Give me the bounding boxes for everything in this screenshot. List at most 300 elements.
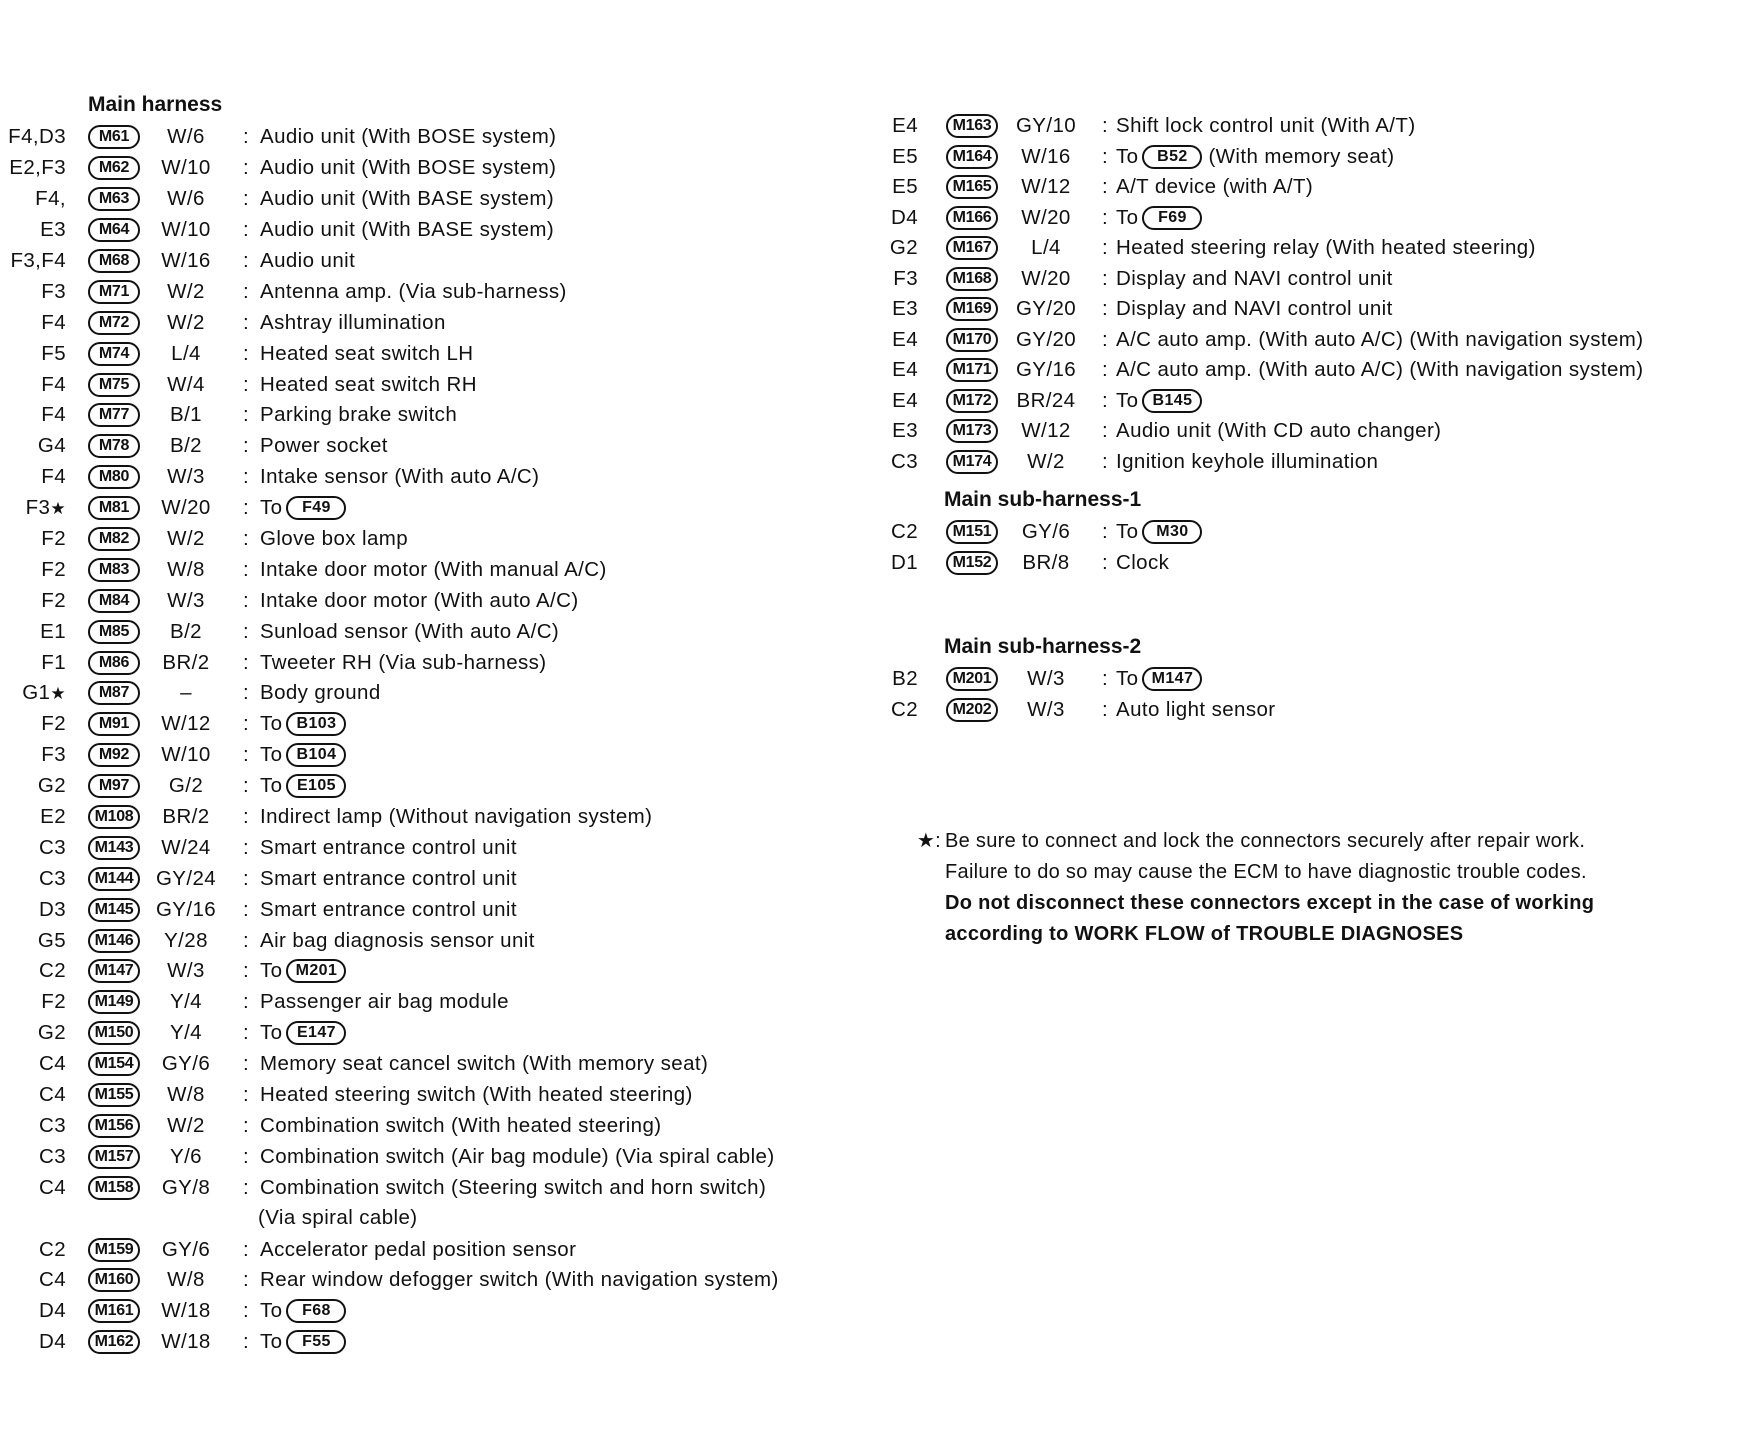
description — [260, 990, 509, 1014]
connector-row — [880, 203, 1764, 234]
grid-location: C4 — [38, 1052, 66, 1076]
wire-spec: W/20 — [161, 496, 211, 520]
connector-row — [880, 447, 1764, 478]
description — [1116, 206, 1202, 230]
description — [1116, 175, 1313, 199]
target-connector-badge: E147 — [286, 1021, 346, 1045]
connector-id-badge: M75 — [88, 373, 140, 397]
separator: : — [1101, 520, 1109, 544]
connector-id-badge: M201 — [946, 667, 998, 691]
star-icon: ★ — [50, 499, 66, 519]
connector-row — [0, 554, 880, 585]
separator: : — [1101, 550, 1109, 574]
separator: : — [242, 403, 250, 427]
left-column — [0, 88, 880, 1358]
description-text: Audio unit (With BOSE system) — [260, 125, 557, 149]
connector-id-badge: M157 — [88, 1145, 140, 1169]
wire-spec: W/4 — [167, 372, 205, 396]
description — [260, 805, 652, 829]
description-text: To — [1116, 205, 1139, 229]
grid-location: F4 — [41, 403, 66, 427]
wire-spec: W/3 — [167, 465, 205, 489]
separator: : — [242, 1299, 250, 1323]
connector-row — [880, 664, 1764, 695]
description-text: To — [1116, 144, 1139, 168]
separator: : — [242, 1144, 250, 1168]
wire-spec: W/18 — [161, 1330, 211, 1354]
connector-row — [880, 386, 1764, 417]
grid-location: G1★ — [22, 681, 66, 705]
separator: : — [242, 619, 250, 643]
connector-row — [0, 276, 880, 307]
connector-row — [0, 616, 880, 647]
description — [260, 774, 346, 798]
wire-spec: W/16 — [1021, 144, 1071, 168]
connector-id-badge: M145 — [88, 898, 140, 922]
connector-row — [880, 416, 1764, 447]
connector-id-badge: M152 — [946, 551, 998, 575]
connector-row — [880, 233, 1764, 264]
grid-location: F1 — [41, 650, 66, 674]
connector-id-badge: M167 — [946, 236, 998, 260]
separator: : — [242, 1330, 250, 1354]
connector-id-badge: M61 — [88, 125, 140, 149]
wire-spec: L/4 — [171, 341, 201, 365]
connector-id-badge: M74 — [88, 342, 140, 366]
description — [260, 1021, 346, 1045]
wire-spec: GY/10 — [1015, 114, 1077, 138]
description — [1116, 114, 1416, 138]
grid-location: F4 — [41, 465, 66, 489]
star-icon: ★: — [916, 830, 941, 852]
connector-row — [0, 215, 880, 246]
wire-spec: GY/20 — [1015, 297, 1077, 321]
description-text: Heated steering switch (With heated steering) — [260, 1083, 693, 1107]
connector-id-badge: M168 — [946, 267, 998, 291]
wire-spec: BR/2 — [162, 805, 210, 829]
target-connector-badge: F69 — [1142, 206, 1202, 230]
description-text: Audio unit (With BASE system) — [260, 187, 555, 211]
description — [260, 1268, 779, 1292]
description-text: Display and NAVI control unit — [1116, 297, 1393, 321]
grid-location: C2 — [38, 1237, 66, 1261]
grid-location: F2 — [41, 557, 66, 581]
description — [1116, 698, 1276, 722]
connector-id-badge: M64 — [88, 218, 140, 242]
description-text: Ashtray illumination — [260, 310, 446, 334]
separator: : — [242, 557, 250, 581]
grid-location: F2 — [41, 527, 66, 551]
connector-id-badge: M149 — [88, 990, 140, 1014]
target-connector-badge: B145 — [1142, 389, 1202, 413]
description — [260, 836, 517, 860]
grid-location: G2 — [37, 774, 66, 798]
wire-spec: W/2 — [167, 310, 205, 334]
separator: : — [242, 496, 250, 520]
description — [260, 187, 554, 211]
grid-location: D4 — [38, 1299, 66, 1323]
connector-row — [0, 1265, 880, 1296]
note-line-1 — [903, 826, 1703, 857]
note-text-2: Failure to do so may cause the ECM to have diagnostic trouble codes. — [945, 861, 1587, 883]
wire-spec: L/4 — [1031, 236, 1061, 260]
wire-spec: W/10 — [161, 156, 211, 180]
wire-spec: W/10 — [161, 743, 211, 767]
wire-spec: Y/4 — [170, 990, 202, 1014]
description — [260, 959, 346, 983]
section-title-sub-harness-1: Main sub-harness-1 — [944, 488, 1142, 511]
separator: : — [242, 1052, 250, 1076]
description-text: A/C auto amp. (With auto A/C) (With navigation system) — [1116, 327, 1644, 351]
connector-row — [0, 369, 880, 400]
description-text: Tweeter RH (Via sub-harness) — [260, 650, 547, 674]
grid-location: G2 — [37, 1021, 66, 1045]
description-text: Auto light sensor — [1116, 697, 1276, 721]
connector-id-badge: M166 — [946, 206, 998, 230]
connector-id-badge: M165 — [946, 175, 998, 199]
wire-spec: W/20 — [1021, 205, 1071, 229]
separator: : — [1101, 419, 1109, 443]
grid-location: E1 — [40, 619, 66, 643]
connector-id-badge: M163 — [946, 114, 998, 138]
separator: : — [242, 310, 250, 334]
description-text: Air bag diagnosis sensor unit — [260, 928, 535, 952]
wire-spec: W/18 — [161, 1299, 211, 1323]
connector-id-badge: M62 — [88, 156, 140, 180]
caution-note — [903, 826, 1703, 950]
description-text: Indirect lamp (Without navigation system) — [260, 805, 653, 829]
grid-location: E2,F3 — [9, 156, 66, 180]
connector-id-badge: M169 — [946, 297, 998, 321]
grid-location: C3 — [38, 1144, 66, 1168]
connector-row — [0, 1141, 880, 1172]
connector-row — [0, 863, 880, 894]
separator: : — [242, 187, 250, 211]
connector-row — [880, 548, 1764, 579]
description-text: Audio unit — [260, 249, 356, 272]
description — [260, 558, 607, 582]
description — [260, 218, 554, 242]
wire-spec: W/2 — [167, 1113, 205, 1137]
description-text: A/T device (with A/T) — [1116, 175, 1314, 199]
description-text: To — [260, 743, 283, 767]
wire-spec: W/24 — [161, 835, 211, 859]
wire-spec: BR/8 — [1022, 550, 1070, 574]
connector-id-badge: M159 — [88, 1238, 140, 1262]
note-text-1: Be sure to connect and lock the connectors securely after repair work. — [945, 830, 1586, 852]
separator: : — [1101, 297, 1109, 321]
separator: : — [1101, 205, 1109, 229]
grid-location: D3 — [38, 897, 66, 921]
wire-spec: GY/6 — [1021, 520, 1071, 544]
wire-spec: W/12 — [1021, 419, 1071, 443]
connector-id-badge: M150 — [88, 1021, 140, 1045]
connector-id-badge: M63 — [88, 187, 140, 211]
section-title-sub-harness-2: Main sub-harness-2 — [944, 635, 1142, 658]
grid-location: F3,F4 — [10, 249, 66, 272]
separator: : — [242, 341, 250, 365]
description-text: A/C auto amp. (With auto A/C) (With navigation system) — [1116, 358, 1644, 382]
separator: : — [1101, 449, 1109, 473]
separator: : — [1101, 144, 1109, 168]
connector-id-badge: M146 — [88, 929, 140, 953]
description-text: Ignition keyhole illumination — [1116, 449, 1379, 473]
description-text: Clock — [1116, 550, 1170, 574]
connector-id-badge: M91 — [88, 712, 140, 736]
wire-spec: W/2 — [167, 279, 205, 303]
separator: : — [1101, 266, 1109, 290]
separator: : — [242, 805, 250, 829]
connector-id-badge: M173 — [946, 419, 998, 443]
description — [260, 1238, 576, 1262]
connector-id-badge: M143 — [88, 836, 140, 860]
connector-id-badge: M92 — [88, 743, 140, 767]
grid-location: C3 — [38, 1113, 66, 1137]
connector-id-badge: M84 — [88, 589, 140, 613]
connector-id-badge: M108 — [88, 805, 140, 829]
grid-location: E3 — [892, 297, 918, 321]
description — [260, 280, 567, 304]
connector-row — [0, 802, 880, 833]
grid-location: B2 — [892, 667, 918, 691]
grid-location: F3 — [41, 743, 66, 767]
connector-id-badge: M147 — [88, 959, 140, 983]
separator: : — [242, 928, 250, 952]
target-connector-badge: M201 — [286, 959, 346, 983]
description-text: Sunload sensor (With auto A/C) — [260, 619, 560, 643]
connector-id-badge: M81 — [88, 496, 140, 520]
description — [260, 929, 535, 953]
connector-row — [880, 172, 1764, 203]
connector-row — [0, 462, 880, 493]
connector-row — [0, 709, 880, 740]
grid-location: F3★ — [25, 496, 66, 520]
description — [260, 1176, 766, 1200]
connector-id-badge: M170 — [946, 328, 998, 352]
description-text: To — [1116, 520, 1139, 544]
star-icon: ★ — [50, 684, 66, 704]
grid-location: E2 — [40, 805, 66, 829]
separator: : — [242, 650, 250, 674]
separator: : — [242, 1175, 250, 1199]
connector-row — [0, 678, 880, 709]
connector-id-badge: M171 — [946, 358, 998, 382]
connector-row — [0, 1234, 880, 1265]
description-text: Heated seat switch RH — [260, 372, 477, 396]
connector-row — [0, 1111, 880, 1142]
connector-id-badge: M172 — [946, 389, 998, 413]
description — [1116, 389, 1202, 413]
description — [1116, 450, 1378, 474]
connector-row — [0, 153, 880, 184]
description — [260, 1083, 693, 1107]
description — [260, 373, 477, 397]
wire-spec: G/2 — [168, 774, 204, 798]
wire-spec: W/20 — [1021, 266, 1071, 290]
wire-spec: BR/2 — [162, 650, 210, 674]
separator: : — [242, 527, 250, 551]
description-text: Audio unit (With BASE system) — [260, 218, 555, 242]
description — [1116, 236, 1536, 260]
separator: : — [242, 156, 250, 180]
description — [260, 342, 474, 366]
connector-id-badge: M160 — [88, 1268, 140, 1292]
connector-row — [0, 431, 880, 462]
wire-spec: W/16 — [161, 249, 211, 272]
separator: : — [242, 588, 250, 612]
target-connector-badge: E105 — [286, 774, 346, 798]
connector-id-badge: M154 — [88, 1052, 140, 1076]
description — [260, 681, 381, 705]
connector-id-badge: M78 — [88, 434, 140, 458]
grid-location: C2 — [890, 520, 918, 544]
separator: : — [242, 897, 250, 921]
grid-location: F3 — [41, 279, 66, 303]
connector-row — [0, 987, 880, 1018]
connector-row — [0, 338, 880, 369]
grid-location: C4 — [38, 1268, 66, 1292]
separator: : — [1101, 236, 1109, 260]
grid-location: F4 — [41, 372, 66, 396]
target-connector-badge: M30 — [1142, 520, 1202, 544]
description — [260, 403, 457, 427]
description — [260, 620, 559, 644]
section-title-main-harness: Main harness — [88, 93, 223, 116]
description — [1116, 358, 1643, 382]
description-text: Body ground — [260, 681, 381, 705]
connector-id-badge: M161 — [88, 1299, 140, 1323]
grid-location: C3 — [38, 866, 66, 890]
grid-location: C4 — [38, 1083, 66, 1107]
wire-spec: W/10 — [161, 218, 211, 242]
connector-id-badge: M156 — [88, 1114, 140, 1138]
target-connector-badge: B52 — [1142, 145, 1202, 169]
grid-location: E4 — [892, 327, 918, 351]
wire-spec: W/3 — [1027, 697, 1065, 721]
connector-row — [0, 1296, 880, 1327]
description — [260, 651, 547, 675]
description — [1116, 419, 1441, 443]
grid-location: C3 — [890, 449, 918, 473]
grid-location: C2 — [890, 697, 918, 721]
description-extra: (With memory seat) — [1208, 144, 1395, 168]
separator: : — [242, 218, 250, 242]
target-connector-badge: M147 — [1142, 667, 1202, 691]
description-text: Heated steering relay (With heated steering) — [1116, 236, 1536, 260]
wire-spec: W/6 — [167, 187, 205, 211]
connector-id-badge: M83 — [88, 558, 140, 582]
wire-spec: Y/4 — [170, 1021, 202, 1045]
separator: : — [242, 774, 250, 798]
description — [260, 465, 539, 489]
description — [1116, 267, 1393, 291]
description-text: Power socket — [260, 434, 388, 458]
connector-row — [880, 355, 1764, 386]
description-text: Combination switch (Air bag module) (Via spiral cable) — [260, 1144, 775, 1168]
description-text: To — [260, 1330, 283, 1354]
separator: : — [1101, 327, 1109, 351]
wire-spec: GY/24 — [155, 866, 217, 890]
grid-location: F4, — [35, 187, 66, 211]
main-harness-cont-rows — [880, 111, 1764, 477]
separator: : — [242, 372, 250, 396]
description-text: To — [260, 496, 283, 520]
description — [260, 125, 556, 149]
connector-row — [0, 1327, 880, 1358]
description-text: To — [260, 774, 283, 798]
description — [260, 311, 446, 335]
grid-location: D4 — [890, 205, 918, 229]
description-text: Memory seat cancel switch (With memory seat) — [260, 1052, 709, 1076]
sub-harness-1-rows — [880, 517, 1764, 578]
connector-row — [880, 695, 1764, 726]
wire-spec: Y/6 — [170, 1144, 202, 1168]
grid-location: F2 — [41, 588, 66, 612]
description-text: To — [260, 959, 283, 983]
connector-row — [0, 400, 880, 431]
connector-id-badge: M82 — [88, 527, 140, 551]
description — [260, 898, 517, 922]
description-text: Intake door motor (With auto A/C) — [260, 588, 579, 612]
wire-spec: W/2 — [1027, 449, 1065, 473]
grid-location: E5 — [892, 175, 918, 199]
description — [260, 434, 388, 458]
connector-row — [0, 1172, 880, 1203]
separator: : — [242, 681, 250, 705]
connector-row — [0, 585, 880, 616]
separator: : — [242, 743, 250, 767]
connector-id-badge: M87 — [88, 681, 140, 705]
grid-location: F2 — [41, 990, 66, 1014]
description-text: Combination switch (Steering switch and horn switch) — [260, 1175, 767, 1199]
description-text: Intake sensor (With auto A/C) — [260, 465, 540, 489]
description-text: Heated seat switch LH — [260, 341, 474, 365]
description-text: Antenna amp. (Via sub-harness) — [260, 279, 567, 303]
connector-id-badge: M97 — [88, 774, 140, 798]
main-harness-rows — [0, 122, 880, 1203]
connector-row — [0, 956, 880, 987]
connector-row — [0, 524, 880, 555]
connector-id-badge: M158 — [88, 1176, 140, 1200]
connector-id-badge: M71 — [88, 280, 140, 304]
connector-row — [880, 294, 1764, 325]
note-line-2 — [903, 857, 1703, 888]
connector-row — [880, 111, 1764, 142]
connector-row — [0, 246, 880, 277]
description — [260, 712, 346, 736]
grid-location: E4 — [892, 114, 918, 138]
sub-harness-2-rows — [880, 664, 1764, 725]
connector-row — [0, 307, 880, 338]
separator: : — [242, 1021, 250, 1045]
description — [260, 589, 579, 613]
description-text: Passenger air bag module — [260, 990, 509, 1014]
separator: : — [242, 434, 250, 458]
connector-row — [0, 832, 880, 863]
description — [1116, 520, 1202, 544]
description — [260, 527, 408, 551]
right-column — [880, 111, 1764, 725]
separator: : — [242, 1083, 250, 1107]
connector-id-badge: M164 — [946, 145, 998, 169]
separator: : — [1101, 697, 1109, 721]
connector-id-badge: M72 — [88, 311, 140, 335]
separator: : — [242, 279, 250, 303]
description — [1116, 297, 1393, 321]
grid-location: D1 — [890, 550, 918, 574]
description — [260, 1052, 708, 1076]
m158-continuation: (Via spiral cable) — [258, 1206, 418, 1230]
